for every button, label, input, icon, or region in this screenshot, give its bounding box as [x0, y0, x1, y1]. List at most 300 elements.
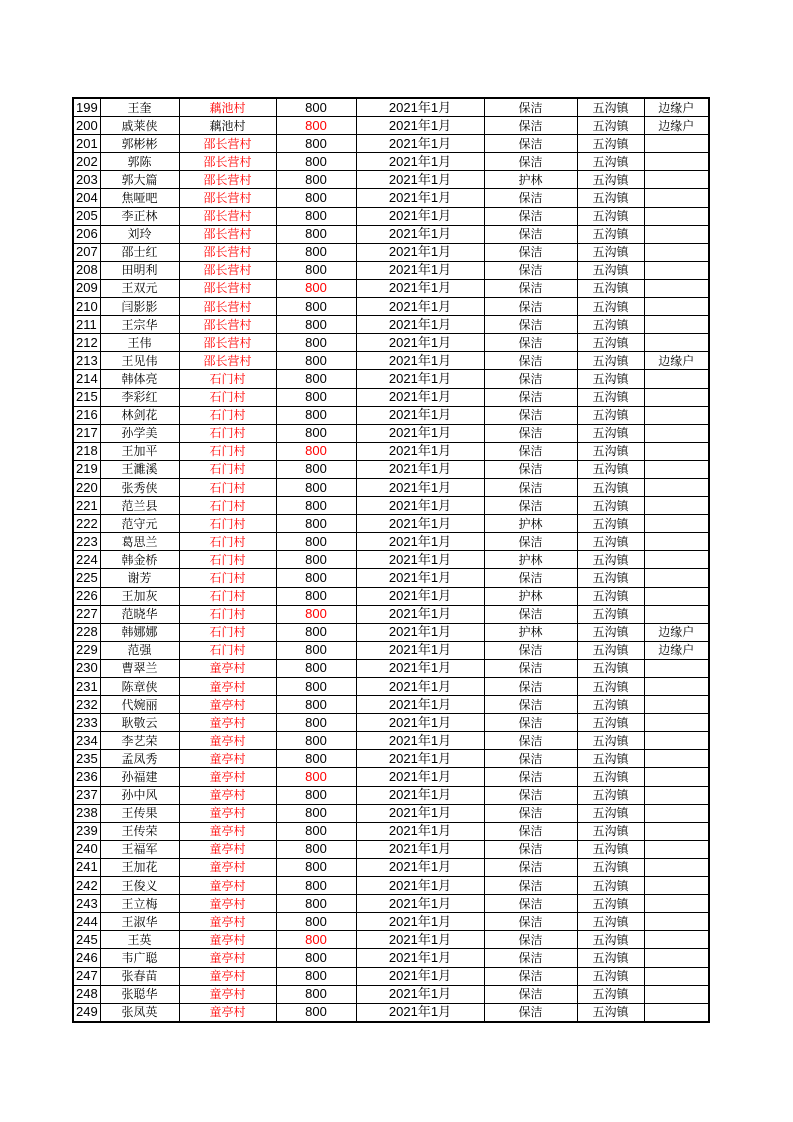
village-cell: 童亭村	[179, 678, 276, 696]
name-cell: 张秀侠	[100, 478, 179, 496]
amount-cell: 800	[276, 478, 356, 496]
table-row	[73, 334, 709, 352]
table-row	[73, 786, 709, 804]
job-type-cell: 护林	[484, 551, 577, 569]
name-cell: 王奎	[100, 98, 179, 117]
amount-cell: 800	[276, 786, 356, 804]
amount-cell: 800	[276, 569, 356, 587]
date-cell: 2021年1月	[356, 1003, 484, 1022]
town-cell: 五沟镇	[577, 171, 644, 189]
row-number-cell: 212	[73, 334, 100, 352]
name-cell: 林剑花	[100, 406, 179, 424]
row-number-cell: 244	[73, 913, 100, 931]
name-cell: 王见伟	[100, 352, 179, 370]
note-cell	[644, 877, 709, 895]
amount-cell: 800	[276, 406, 356, 424]
date-cell: 2021年1月	[356, 406, 484, 424]
name-cell: 王传果	[100, 804, 179, 822]
town-cell: 五沟镇	[577, 931, 644, 949]
amount-cell: 800	[276, 334, 356, 352]
town-cell: 五沟镇	[577, 117, 644, 135]
name-cell: 王伟	[100, 334, 179, 352]
date-cell: 2021年1月	[356, 840, 484, 858]
village-cell: 石门村	[179, 641, 276, 659]
job-type-cell: 保洁	[484, 352, 577, 370]
town-cell: 五沟镇	[577, 858, 644, 876]
amount-cell: 800	[276, 877, 356, 895]
name-cell: 王立梅	[100, 895, 179, 913]
job-type-cell: 护林	[484, 515, 577, 533]
job-type-cell: 保洁	[484, 117, 577, 135]
town-cell: 五沟镇	[577, 641, 644, 659]
name-cell: 王淑华	[100, 913, 179, 931]
amount-cell: 800	[276, 316, 356, 334]
table-row	[73, 587, 709, 605]
village-cell: 石门村	[179, 623, 276, 641]
amount-cell: 800	[276, 587, 356, 605]
village-cell: 童亭村	[179, 985, 276, 1003]
amount-cell: 800	[276, 243, 356, 261]
town-cell: 五沟镇	[577, 714, 644, 732]
row-number-cell: 241	[73, 858, 100, 876]
name-cell: 王福军	[100, 840, 179, 858]
amount-cell: 800	[276, 171, 356, 189]
row-number-cell: 222	[73, 515, 100, 533]
note-cell	[644, 279, 709, 297]
amount-cell: 800	[276, 189, 356, 207]
date-cell: 2021年1月	[356, 442, 484, 460]
note-cell	[644, 243, 709, 261]
table-row	[73, 967, 709, 985]
date-cell: 2021年1月	[356, 732, 484, 750]
job-type-cell: 保洁	[484, 931, 577, 949]
date-cell: 2021年1月	[356, 117, 484, 135]
town-cell: 五沟镇	[577, 605, 644, 623]
job-type-cell: 保洁	[484, 533, 577, 551]
table-body	[73, 98, 709, 1022]
job-type-cell: 保洁	[484, 1003, 577, 1022]
amount-cell: 800	[276, 261, 356, 279]
name-cell: 闫影影	[100, 298, 179, 316]
table-row	[73, 406, 709, 424]
table-row	[73, 243, 709, 261]
amount-cell: 800	[276, 949, 356, 967]
name-cell: 范晓华	[100, 605, 179, 623]
row-number-cell: 201	[73, 135, 100, 153]
row-number-cell: 249	[73, 1003, 100, 1022]
town-cell: 五沟镇	[577, 804, 644, 822]
date-cell: 2021年1月	[356, 967, 484, 985]
town-cell: 五沟镇	[577, 497, 644, 515]
table-row	[73, 569, 709, 587]
job-type-cell: 保洁	[484, 135, 577, 153]
row-number-cell: 210	[73, 298, 100, 316]
row-number-cell: 224	[73, 551, 100, 569]
village-cell: 童亭村	[179, 696, 276, 714]
town-cell: 五沟镇	[577, 877, 644, 895]
amount-cell: 800	[276, 840, 356, 858]
village-cell: 童亭村	[179, 750, 276, 768]
job-type-cell: 保洁	[484, 678, 577, 696]
job-type-cell: 护林	[484, 587, 577, 605]
job-type-cell: 保洁	[484, 967, 577, 985]
row-number-cell: 217	[73, 424, 100, 442]
job-type-cell: 保洁	[484, 605, 577, 623]
name-cell: 李彩红	[100, 388, 179, 406]
date-cell: 2021年1月	[356, 334, 484, 352]
amount-cell: 800	[276, 135, 356, 153]
name-cell: 韩金桥	[100, 551, 179, 569]
note-cell	[644, 460, 709, 478]
table-row	[73, 1003, 709, 1022]
village-cell: 石门村	[179, 370, 276, 388]
date-cell: 2021年1月	[356, 569, 484, 587]
town-cell: 五沟镇	[577, 243, 644, 261]
table-row	[73, 551, 709, 569]
note-cell	[644, 533, 709, 551]
note-cell	[644, 768, 709, 786]
date-cell: 2021年1月	[356, 533, 484, 551]
note-cell	[644, 298, 709, 316]
note-cell	[644, 153, 709, 171]
amount-cell: 800	[276, 225, 356, 243]
date-cell: 2021年1月	[356, 858, 484, 876]
table-row	[73, 388, 709, 406]
amount-cell: 800	[276, 533, 356, 551]
town-cell: 五沟镇	[577, 460, 644, 478]
name-cell: 焦哑吧	[100, 189, 179, 207]
amount-cell: 800	[276, 895, 356, 913]
job-type-cell: 保洁	[484, 497, 577, 515]
table-row	[73, 497, 709, 515]
note-cell	[644, 370, 709, 388]
job-type-cell: 保洁	[484, 424, 577, 442]
row-number-cell: 225	[73, 569, 100, 587]
job-type-cell: 保洁	[484, 569, 577, 587]
town-cell: 五沟镇	[577, 659, 644, 677]
town-cell: 五沟镇	[577, 533, 644, 551]
row-number-cell: 242	[73, 877, 100, 895]
village-cell: 石门村	[179, 388, 276, 406]
village-cell: 童亭村	[179, 659, 276, 677]
name-cell: 孙福建	[100, 768, 179, 786]
amount-cell: 800	[276, 931, 356, 949]
row-number-cell: 243	[73, 895, 100, 913]
table-row	[73, 117, 709, 135]
name-cell: 李正林	[100, 207, 179, 225]
amount-cell: 800	[276, 732, 356, 750]
amount-cell: 800	[276, 370, 356, 388]
table-row	[73, 316, 709, 334]
amount-cell: 800	[276, 804, 356, 822]
note-cell	[644, 225, 709, 243]
date-cell: 2021年1月	[356, 768, 484, 786]
table-row	[73, 840, 709, 858]
table-row	[73, 370, 709, 388]
job-type-cell: 保洁	[484, 985, 577, 1003]
name-cell: 刘玲	[100, 225, 179, 243]
date-cell: 2021年1月	[356, 279, 484, 297]
town-cell: 五沟镇	[577, 207, 644, 225]
village-cell: 藕池村	[179, 117, 276, 135]
name-cell: 李艺荣	[100, 732, 179, 750]
village-cell: 石门村	[179, 515, 276, 533]
job-type-cell: 保洁	[484, 189, 577, 207]
note-cell	[644, 931, 709, 949]
row-number-cell: 216	[73, 406, 100, 424]
date-cell: 2021年1月	[356, 551, 484, 569]
date-cell: 2021年1月	[356, 171, 484, 189]
row-number-cell: 211	[73, 316, 100, 334]
job-type-cell: 保洁	[484, 641, 577, 659]
amount-cell: 800	[276, 696, 356, 714]
note-cell	[644, 478, 709, 496]
row-number-cell: 221	[73, 497, 100, 515]
village-cell: 童亭村	[179, 786, 276, 804]
amount-cell: 800	[276, 659, 356, 677]
job-type-cell: 保洁	[484, 316, 577, 334]
row-number-cell: 209	[73, 279, 100, 297]
amount-cell: 800	[276, 913, 356, 931]
name-cell: 范强	[100, 641, 179, 659]
note-cell	[644, 135, 709, 153]
name-cell: 韩娜娜	[100, 623, 179, 641]
village-cell: 邵长营村	[179, 153, 276, 171]
row-number-cell: 219	[73, 460, 100, 478]
village-cell: 石门村	[179, 533, 276, 551]
job-type-cell: 保洁	[484, 750, 577, 768]
row-number-cell: 234	[73, 732, 100, 750]
job-type-cell: 保洁	[484, 840, 577, 858]
date-cell: 2021年1月	[356, 189, 484, 207]
note-cell	[644, 913, 709, 931]
job-type-cell: 保洁	[484, 858, 577, 876]
table-row	[73, 678, 709, 696]
job-type-cell: 保洁	[484, 298, 577, 316]
row-number-cell: 235	[73, 750, 100, 768]
town-cell: 五沟镇	[577, 135, 644, 153]
date-cell: 2021年1月	[356, 261, 484, 279]
table-row	[73, 641, 709, 659]
table-row	[73, 225, 709, 243]
town-cell: 五沟镇	[577, 388, 644, 406]
date-cell: 2021年1月	[356, 696, 484, 714]
name-cell: 邵士红	[100, 243, 179, 261]
town-cell: 五沟镇	[577, 750, 644, 768]
amount-cell: 800	[276, 424, 356, 442]
job-type-cell: 保洁	[484, 659, 577, 677]
town-cell: 五沟镇	[577, 786, 644, 804]
table-row	[73, 261, 709, 279]
note-cell	[644, 171, 709, 189]
village-cell: 石门村	[179, 587, 276, 605]
town-cell: 五沟镇	[577, 298, 644, 316]
date-cell: 2021年1月	[356, 587, 484, 605]
town-cell: 五沟镇	[577, 822, 644, 840]
village-cell: 邵长营村	[179, 189, 276, 207]
row-number-cell: 218	[73, 442, 100, 460]
job-type-cell: 保洁	[484, 768, 577, 786]
row-number-cell: 247	[73, 967, 100, 985]
date-cell: 2021年1月	[356, 352, 484, 370]
job-type-cell: 保洁	[484, 913, 577, 931]
table-row	[73, 98, 709, 117]
village-cell: 邵长营村	[179, 316, 276, 334]
name-cell: 张凤英	[100, 1003, 179, 1022]
row-number-cell: 231	[73, 678, 100, 696]
note-cell: 边缘户	[644, 623, 709, 641]
village-cell: 邵长营村	[179, 261, 276, 279]
village-cell: 邵长营村	[179, 352, 276, 370]
village-cell: 石门村	[179, 478, 276, 496]
job-type-cell: 护林	[484, 623, 577, 641]
village-cell: 童亭村	[179, 877, 276, 895]
date-cell: 2021年1月	[356, 225, 484, 243]
table-row	[73, 279, 709, 297]
row-number-cell: 246	[73, 949, 100, 967]
name-cell: 张聪华	[100, 985, 179, 1003]
name-cell: 王传荣	[100, 822, 179, 840]
row-number-cell: 245	[73, 931, 100, 949]
row-number-cell: 215	[73, 388, 100, 406]
row-number-cell: 220	[73, 478, 100, 496]
note-cell	[644, 822, 709, 840]
table-row	[73, 750, 709, 768]
row-number-cell: 204	[73, 189, 100, 207]
village-cell: 邵长营村	[179, 243, 276, 261]
town-cell: 五沟镇	[577, 967, 644, 985]
note-cell	[644, 949, 709, 967]
note-cell	[644, 678, 709, 696]
name-cell: 张春苗	[100, 967, 179, 985]
table-row	[73, 460, 709, 478]
job-type-cell: 保洁	[484, 877, 577, 895]
table-row	[73, 804, 709, 822]
date-cell: 2021年1月	[356, 913, 484, 931]
table-row	[73, 895, 709, 913]
town-cell: 五沟镇	[577, 623, 644, 641]
row-number-cell: 207	[73, 243, 100, 261]
row-number-cell: 208	[73, 261, 100, 279]
table-row	[73, 714, 709, 732]
row-number-cell: 233	[73, 714, 100, 732]
date-cell: 2021年1月	[356, 822, 484, 840]
town-cell: 五沟镇	[577, 189, 644, 207]
date-cell: 2021年1月	[356, 207, 484, 225]
job-type-cell: 保洁	[484, 442, 577, 460]
amount-cell: 800	[276, 298, 356, 316]
date-cell: 2021年1月	[356, 460, 484, 478]
date-cell: 2021年1月	[356, 985, 484, 1003]
date-cell: 2021年1月	[356, 931, 484, 949]
job-type-cell: 保洁	[484, 895, 577, 913]
job-type-cell: 保洁	[484, 370, 577, 388]
row-number-cell: 227	[73, 605, 100, 623]
job-type-cell: 护林	[484, 171, 577, 189]
date-cell: 2021年1月	[356, 478, 484, 496]
town-cell: 五沟镇	[577, 840, 644, 858]
table-row	[73, 533, 709, 551]
note-cell	[644, 696, 709, 714]
job-type-cell: 保洁	[484, 153, 577, 171]
village-cell: 童亭村	[179, 858, 276, 876]
name-cell: 王加花	[100, 858, 179, 876]
note-cell	[644, 569, 709, 587]
name-cell: 耿敬云	[100, 714, 179, 732]
town-cell: 五沟镇	[577, 478, 644, 496]
job-type-cell: 保洁	[484, 225, 577, 243]
amount-cell: 800	[276, 714, 356, 732]
job-type-cell: 保洁	[484, 478, 577, 496]
table-row	[73, 732, 709, 750]
row-number-cell: 239	[73, 822, 100, 840]
table-row	[73, 696, 709, 714]
name-cell: 王双元	[100, 279, 179, 297]
date-cell: 2021年1月	[356, 370, 484, 388]
note-cell	[644, 587, 709, 605]
town-cell: 五沟镇	[577, 1003, 644, 1022]
table-row	[73, 515, 709, 533]
name-cell: 王加灰	[100, 587, 179, 605]
name-cell: 谢芳	[100, 569, 179, 587]
name-cell: 戚莱侠	[100, 117, 179, 135]
amount-cell: 800	[276, 352, 356, 370]
row-number-cell: 248	[73, 985, 100, 1003]
job-type-cell: 保洁	[484, 949, 577, 967]
village-cell: 石门村	[179, 497, 276, 515]
row-number-cell: 232	[73, 696, 100, 714]
amount-cell: 800	[276, 98, 356, 117]
name-cell: 王英	[100, 931, 179, 949]
village-cell: 邵长营村	[179, 298, 276, 316]
table-row	[73, 985, 709, 1003]
table-row	[73, 171, 709, 189]
note-cell	[644, 207, 709, 225]
village-cell: 邵长营村	[179, 135, 276, 153]
job-type-cell: 保洁	[484, 804, 577, 822]
date-cell: 2021年1月	[356, 424, 484, 442]
village-cell: 邵长营村	[179, 334, 276, 352]
note-cell	[644, 732, 709, 750]
village-cell: 童亭村	[179, 895, 276, 913]
name-cell: 王加平	[100, 442, 179, 460]
village-cell: 童亭村	[179, 714, 276, 732]
date-cell: 2021年1月	[356, 750, 484, 768]
town-cell: 五沟镇	[577, 352, 644, 370]
note-cell	[644, 189, 709, 207]
date-cell: 2021年1月	[356, 949, 484, 967]
date-cell: 2021年1月	[356, 298, 484, 316]
note-cell	[644, 261, 709, 279]
date-cell: 2021年1月	[356, 804, 484, 822]
amount-cell: 800	[276, 442, 356, 460]
town-cell: 五沟镇	[577, 732, 644, 750]
name-cell: 范兰县	[100, 497, 179, 515]
amount-cell: 800	[276, 750, 356, 768]
table-row	[73, 135, 709, 153]
name-cell: 陈章侠	[100, 678, 179, 696]
table-row	[73, 858, 709, 876]
name-cell: 孟凤秀	[100, 750, 179, 768]
village-cell: 童亭村	[179, 840, 276, 858]
table-row	[73, 189, 709, 207]
job-type-cell: 保洁	[484, 714, 577, 732]
town-cell: 五沟镇	[577, 678, 644, 696]
village-cell: 童亭村	[179, 804, 276, 822]
date-cell: 2021年1月	[356, 895, 484, 913]
town-cell: 五沟镇	[577, 424, 644, 442]
row-number-cell: 240	[73, 840, 100, 858]
